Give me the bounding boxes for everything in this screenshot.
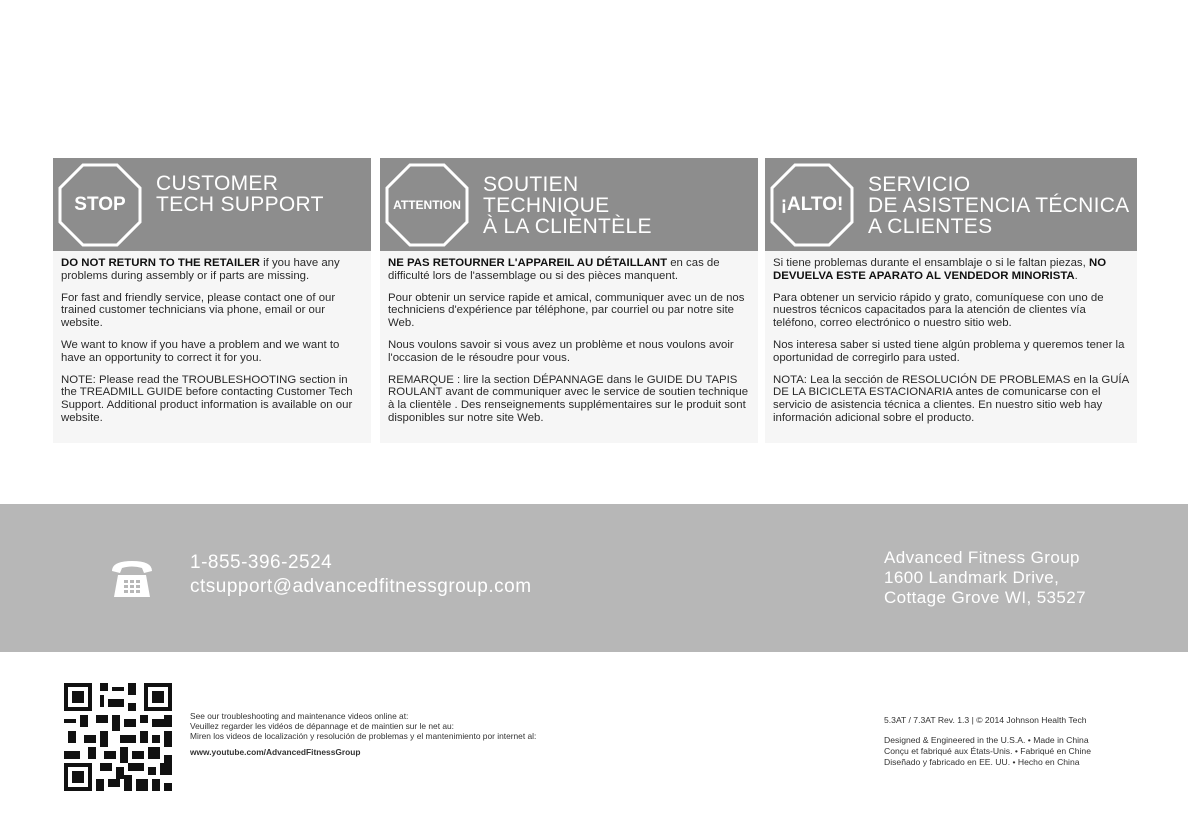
company-address [884, 548, 1086, 608]
note-paragraph: REMARQUE : lire la section DÉPANNAGE dans le GUIDE DU TAPIS ROULANT avant de communiquer avec le service de soutien technique à la clientèle . Des renseignements supplémentaires sur le produit sont disponibles sur notre site Web. [388, 373, 749, 424]
support-email[interactable]: ctsupport@advancedfitnessgroup.com [190, 576, 532, 597]
title-line: À LA CLIENTÈLE [483, 215, 652, 238]
panel-title [483, 174, 652, 237]
stop-sign-icon [58, 163, 142, 247]
address-line: 1600 Landmark Drive, [884, 568, 1060, 587]
panel-header [765, 158, 1137, 251]
badge-label: ATTENTION [393, 198, 461, 212]
title-line: CUSTOMER [156, 172, 279, 195]
paragraph: Para obtener un servicio rápido y grato, comuníquese con uno de nuestros técnicos capacitados para la atención de clientes vía teléfono, correo electrónico o nuestro sitio web. [773, 291, 1104, 330]
support-panel-spanish [765, 158, 1137, 443]
origin-line: Diseñado y fabricado en EE. UU. • Hecho en China [884, 757, 1080, 767]
paragraph [773, 257, 1132, 283]
video-info [190, 711, 536, 757]
warning-bold: DO NOT RETURN TO THE RETAILER [61, 257, 260, 269]
attention-sign-icon [385, 163, 469, 247]
video-line: Miren los videos de localización y resolución de problemas y el mantenimiento por internet al: [190, 731, 537, 741]
support-panel-english [53, 158, 371, 443]
title-line: A CLIENTES [868, 215, 993, 238]
badge-label: ¡ALTO! [780, 194, 844, 215]
title-line: TECH SUPPORT [156, 193, 324, 216]
panel-title [156, 173, 324, 215]
support-panel-french [380, 158, 758, 443]
note-paragraph: NOTA: Lea la sección de RESOLUCIÓN DE PROBLEMAS en la GUÍA DE LA BICICLETA ESTACIONARIA antes de comunicarse con el servicio de asistencia técnica a clientes. En nuestro sitio web hay información adicional sobre el producto. [773, 373, 1129, 424]
warning-bold: NE PAS RETOURNER L'APPAREIL AU DÉTAILLANT [388, 257, 668, 269]
paragraph: Nous voulons savoir si vous avez un problème et nous voulons avoir l'occasion de le résoudre pour vous. [388, 338, 734, 364]
youtube-link[interactable]: www.youtube.com/AdvancedFitnessGroup [190, 747, 361, 757]
document-meta [884, 715, 1091, 768]
title-line: TECHNIQUE [483, 194, 610, 217]
panel-header [380, 158, 758, 251]
video-line: Veuillez regarder les vidéos de dépannage et de maintien sur le net au: [190, 721, 454, 731]
panel-header [53, 158, 371, 251]
address-line: Advanced Fitness Group [884, 548, 1080, 567]
warning-text: if you have any problems during assembly or if parts are missing. [61, 257, 340, 282]
warning-text-end: . [1074, 269, 1078, 282]
title-line: DE ASISTENCIA TÉCNICA [868, 194, 1130, 217]
title-line: SERVICIO [868, 173, 971, 196]
panel-body [380, 251, 758, 443]
paragraph: Nos interesa saber si usted tiene algún problema y queremos tener la oportunidad de corregirlo para usted. [773, 338, 1125, 364]
qr-code-icon[interactable] [64, 683, 172, 791]
panel-body [765, 251, 1137, 443]
paragraph: We want to know if you have a problem and we want to have an opportunity to correct it for you. [61, 338, 340, 364]
contact-band [0, 504, 1188, 652]
telephone-icon [108, 557, 156, 601]
panel-title [868, 174, 1129, 237]
address-line: Cottage Grove WI, 53527 [884, 588, 1086, 607]
video-line: See our troubleshooting and maintenance videos online at: [190, 711, 409, 721]
warning-text: en cas de difficulté lors de l'assemblage ou si des pièces manquent. [388, 257, 720, 282]
warning-bold: NO DEVUELVA ESTE APARATO AL VENDEDOR MINORISTA [773, 257, 1107, 282]
alto-sign-icon [770, 163, 854, 247]
title-line: SOUTIEN [483, 173, 579, 196]
revision-text: 5.3AT / 7.3AT Rev. 1.3 | © 2014 Johnson Health Tech [884, 715, 1087, 725]
warning-text: Si tiene problemas durante el ensamblaje o si le faltan piezas, [773, 257, 1089, 269]
note-paragraph: NOTE: Please read the TROUBLESHOOTING section in the TREADMILL GUIDE before contacting Customer Tech Support. Additional product information is available on our website. [61, 373, 353, 424]
phone-number[interactable]: 1-855-396-2524 [190, 552, 333, 573]
paragraph: For fast and friendly service, please contact one of our trained customer technicians via phone, email or our website. [61, 291, 336, 330]
paragraph [388, 257, 753, 283]
paragraph: Pour obtenir un service rapide et amical, communiquer avec un de nos techniciens d'expérience par téléphone, par courriel ou par notre site Web. [388, 291, 745, 330]
panel-body [53, 251, 371, 443]
origin-line: Designed & Engineered in the U.S.A. • Made in China [884, 735, 1089, 745]
origin-line: Conçu et fabriqué aux États-Unis. • Fabriqué en Chine [884, 746, 1091, 756]
paragraph [61, 257, 366, 283]
badge-label: STOP [74, 194, 126, 215]
